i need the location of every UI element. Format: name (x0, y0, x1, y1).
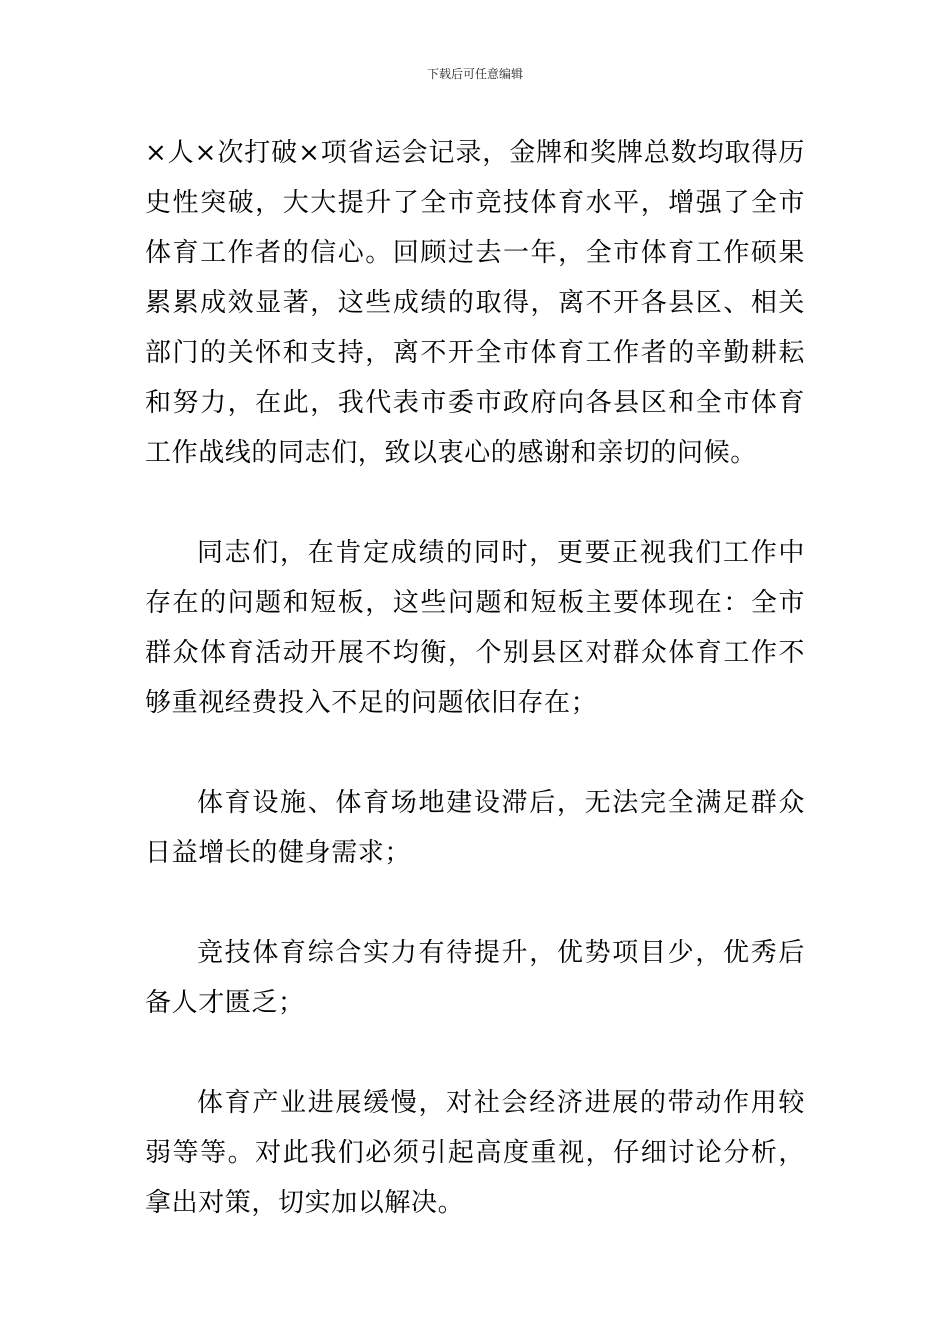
paragraph-2: 同志们，在肯定成绩的同时，更要正视我们工作中存在的问题和短板，这些问题和短板主要体现在：全市群众体育活动开展不均衡，个别县区对群众体育工作不够重视经费投入不足的问题依旧存在； (145, 538, 805, 718)
paragraph-1: ×人×次打破×项省运会记录，金牌和奖牌总数均取得历史性突破，大大提升了全市竞技体育水平，增强了全市体育工作者的信心。回顾过去一年，全市体育工作硕果累累成效显著，这些成绩的取得，离不开各县区、相关部门的关怀和支持，离不开全市体育工作者的辛勤耕耘和努力，在此，我代表市委市政府向各县区和全市体育工作战线的同志们，致以衷心的感谢和亲切的问候。 (145, 138, 805, 468)
page-header: 下载后可任意编辑 (426, 67, 523, 81)
paragraph-gap (145, 878, 805, 928)
paragraph-3: 体育设施、体育场地建设滞后，无法完全满足群众日益增长的健身需求； (145, 788, 805, 868)
paragraph-gap (145, 728, 805, 778)
document-body (145, 128, 805, 1228)
paragraph-gap (145, 478, 805, 528)
paragraph-5: 体育产业进展缓慢，对社会经济进展的带动作用较弱等等。对此我们必须引起高度重视，仔细讨论分析，拿出对策，切实加以解决。 (145, 1088, 805, 1218)
paragraph-4: 竞技体育综合实力有待提升，优势项目少，优秀后备人才匮乏； (145, 938, 805, 1018)
paragraph-gap (145, 1028, 805, 1078)
